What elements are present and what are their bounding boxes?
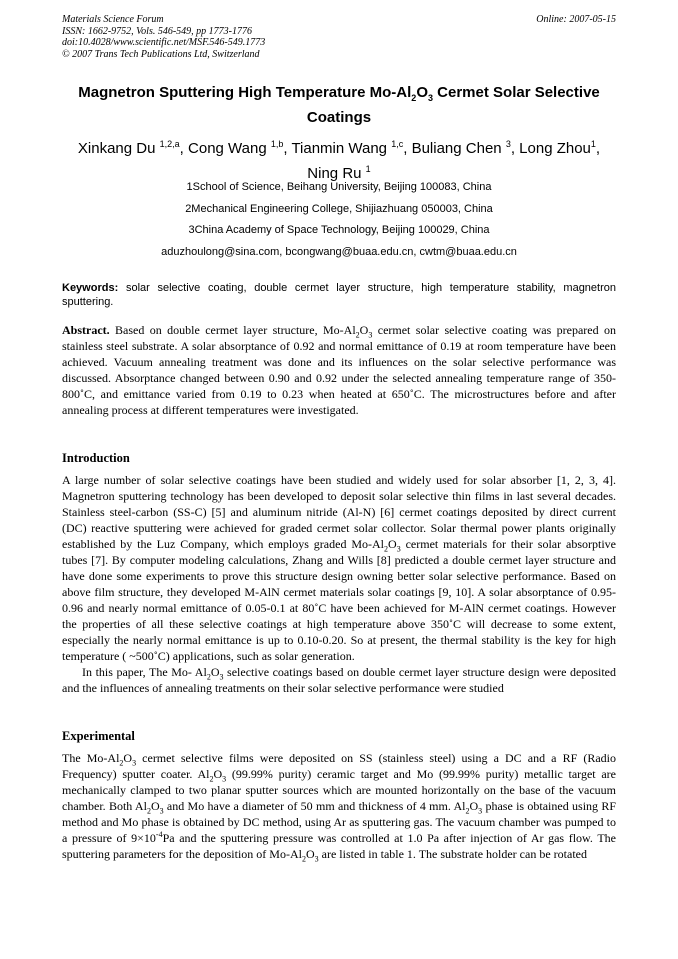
- body-text: cermet materials for their solar absorptive tubes [7]. By computer modeling calculations, Zhang and Wills [8] predicted a double cermet layer structure and have done some experiments to prove this structure design owning better solar selective performance. Based on above film structure, they developed M-AlN cermet materials solar coatings [9, 10]. A solar absorptance of 0.95-0.96 and nearly normal emittance of 0.05-0.1 at 80˚C have been achieved for M-AlN cermet coatings. However the properties of all these selective coatings at high temperature above 350˚C will decrease to some extent, especially the nearly normal emittance is up to 0.10-0.20. So at present, the thermal stability is the key for high temperature ( ~500˚C) applications, such as solar generation.: [62, 537, 616, 663]
- title-subscript: 3: [427, 93, 433, 103]
- body-text: In this paper, The Mo- Al: [82, 665, 207, 679]
- author-separator: ,: [283, 140, 292, 157]
- abstract-text: cermet solar selective coating was prepared on stainless steel substrate. A solar absorptance of 0.92 and normal emittance of 0.19 at room temperature have been achieved. Vacuum annealing treatment was done and its influences on the solar selective performance was discussed. Absorptance changed between 0.90 and 0.92 under the selected annealing temperature range of 350-800˚C, and emittance varied from 0.19 to 0.23 when heated at 650˚C. The microstructures before and after annealing process at different temperatures were investigated.: [62, 323, 616, 417]
- body-text: (99.99% purity) ceramic target and Mo (99.99% purity) metallic target are mechanically clamped to two planar sputter sources which are mounted horizontally on the base of the vacuum chamber. Both Al: [62, 767, 617, 813]
- title-subscript: 2: [411, 93, 417, 103]
- journal-header: [62, 14, 616, 60]
- subscript: 3: [368, 330, 373, 340]
- subscript: 3: [396, 544, 401, 554]
- experimental-paragraph-1: [62, 750, 616, 862]
- subscript: 2: [206, 672, 211, 682]
- subscript: 3: [159, 806, 164, 816]
- affiliation-2: 2Mechanical Engineering College, Shijiazhuang 050003, China: [185, 203, 493, 215]
- author-affiliation-mark: 1: [590, 139, 596, 149]
- subscript: 3: [478, 806, 483, 816]
- author-separator: ,: [403, 140, 412, 157]
- body-text: O: [123, 751, 133, 765]
- subscript: 2: [465, 806, 470, 816]
- author-name: Ning Ru: [307, 165, 362, 182]
- body-text: O: [388, 537, 397, 551]
- author: [188, 140, 291, 157]
- doi-line: doi:10.4028/www.scientific.net/MSF.546-549.1773: [62, 37, 266, 48]
- body-text: O: [305, 847, 315, 861]
- title-text: O: [416, 84, 428, 101]
- paper-title: [62, 83, 616, 127]
- subscript: 3: [314, 854, 319, 864]
- subscript: 2: [209, 774, 214, 784]
- author: [291, 140, 411, 157]
- body-text: Pa and the sputtering pressure was controlled at 1.0 Pa after injection of Ar gas flow. The sputtering parameters for the deposition of Mo-Al: [62, 831, 616, 861]
- title-text: Magnetron Sputtering High Temperature Mo-Al: [78, 84, 412, 101]
- author: [519, 140, 600, 157]
- body-text: are listed in table 1. The substrate holder can be rotated: [318, 847, 587, 861]
- abstract-label: Abstract.: [62, 323, 110, 337]
- keywords-label: Keywords:: [62, 282, 119, 294]
- subscript: 2: [301, 854, 306, 864]
- keywords-text: solar selective coating, double cermet layer structure, high temperature stability, magnetron sputtering.: [62, 282, 616, 308]
- email-line: aduzhoulong@sina.com, bcongwang@buaa.edu.cn, cwtm@buaa.edu.cn: [161, 246, 517, 258]
- copyright-line: © 2007 Trans Tech Publications Ltd, Switzerland: [62, 48, 260, 60]
- abstract-text: Based on double cermet layer structure, Mo-Al: [109, 323, 356, 337]
- subscript: 3: [132, 758, 137, 768]
- introduction-paragraph-2: [62, 664, 616, 696]
- body-text: cermet selective films were deposited on SS (stainless steel) using a DC and a RF (Radio Frequency) sputter coater. Al: [62, 751, 616, 781]
- author-separator: ,: [595, 140, 601, 157]
- author-name: Buliang Chen: [411, 140, 502, 157]
- author-name: Long Zhou: [519, 140, 591, 157]
- subscript: 3: [219, 672, 224, 682]
- author-separator: ,: [510, 140, 520, 157]
- subscript: 3: [222, 774, 227, 784]
- subscript: 2: [355, 330, 360, 340]
- affiliation-1: 1School of Science, Beihang University, Beijing 100083, China: [186, 181, 492, 193]
- author: [78, 140, 188, 157]
- author-name: Cong Wang: [188, 140, 267, 157]
- body-text: O: [469, 799, 479, 813]
- author-affiliation-mark: 3: [505, 139, 511, 149]
- section-heading-experimental: Experimental: [62, 729, 135, 743]
- issn-line: ISSN: 1662-9752, Vols. 546-549, pp 1773-1776: [62, 25, 252, 37]
- author-affiliation-mark: 1: [365, 164, 371, 174]
- superscript: -4: [155, 830, 163, 839]
- online-date: Online: 2007-05-15: [536, 14, 616, 25]
- subscript: 2: [119, 758, 124, 768]
- section-heading-introduction: Introduction: [62, 451, 130, 465]
- introduction-paragraph-1: [62, 472, 616, 664]
- journal-name: Materials Science Forum: [62, 14, 164, 25]
- author-separator: ,: [179, 140, 189, 157]
- body-text: phase is obtained using RF method and Mo phase is obtained by DC method, using Ar as sputtering gas. The vacuum chamber was pumped to a pressure of 9×10: [62, 799, 617, 845]
- body-text: O: [213, 767, 223, 781]
- body-text: and Mo have a diameter of 50 mm and thickness of 4 mm. Al: [163, 799, 466, 813]
- author: [412, 140, 520, 157]
- experimental-body: [62, 750, 616, 862]
- introduction-body: [62, 472, 616, 696]
- author-name: Xinkang Du: [77, 140, 156, 157]
- author-name: Tianmin Wang: [291, 140, 388, 157]
- subscript: 2: [146, 806, 151, 816]
- title-text: Cermet Solar Selective Coatings: [306, 84, 600, 126]
- body-text: O: [210, 665, 220, 679]
- body-text: selective coatings based on double cermet layer structure design were deposited and the influences of annealing treatments on their solar selective performance were studied: [62, 665, 616, 695]
- affiliation-3: 3China Academy of Space Technology, Beijing 100029, China: [188, 224, 490, 236]
- body-text: A large number of solar selective coatings have been studied and widely used for solar absorber [1, 2, 3, 4]. Magnetron sputtering technology has been developed to deposit solar selective thin films in last several decades. Stainless steel-carbon (SS-C) [5] and aluminum nitride (Al-N) [6] cermet coatings deposited by direct current (DC) reactive sputtering were achieved for graded cermet solar collector. Solar thermal power plants originally established by the Luz Company, which employs graded Mo-Al: [62, 473, 616, 551]
- abstract-text: O: [359, 323, 369, 337]
- author-affiliation-mark: 1,2,a: [159, 139, 180, 149]
- author-affiliation-mark: 1,c: [391, 139, 404, 149]
- subscript: 2: [384, 544, 389, 554]
- author-affiliation-mark: 1,b: [270, 139, 284, 149]
- body-text: O: [150, 799, 160, 813]
- author-list: [62, 134, 616, 184]
- body-text: The Mo-Al: [62, 751, 120, 765]
- keywords: [62, 281, 616, 309]
- abstract: [62, 322, 616, 418]
